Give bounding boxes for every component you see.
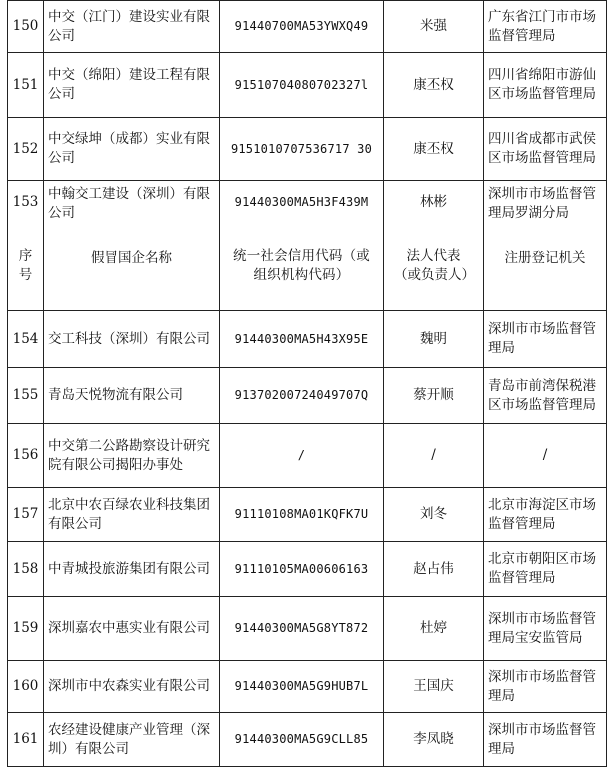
row-legal-rep: 康丕权 [384, 118, 484, 181]
row-registration-authority: 北京市海淀区市场监督管理局 [484, 488, 607, 542]
row-company-name: 中青城投旅游集团有限公司 [44, 542, 220, 597]
table-row [8, 181, 607, 239]
row-legal-rep: 蔡开顺 [384, 368, 484, 424]
row-registration-authority: 广东省江门市市场监督管理局 [484, 1, 607, 53]
row-registration-authority: 深圳市市场监督管理局 [484, 311, 607, 368]
row-registration-authority: 四川省绵阳市游仙区市场监督管理局 [484, 53, 607, 118]
table-row [8, 597, 607, 661]
row-seq: 153 [8, 181, 44, 239]
row-credit-code: 91440300MA5G9CLL85 [220, 713, 384, 767]
row-legal-rep: 李凤晓 [384, 713, 484, 767]
row-legal-rep: 王国庆 [384, 661, 484, 713]
row-seq: 155 [8, 368, 44, 424]
row-legal-rep: 赵占伟 [384, 542, 484, 597]
table-row [8, 118, 607, 181]
row-credit-code: 91440300MA5G8YT872 [220, 597, 384, 661]
header-company-name: 假冒国企名称 [44, 239, 220, 311]
row-registration-authority: 深圳市市场监督管理局 [484, 713, 607, 767]
row-seq: 161 [8, 713, 44, 767]
row-seq: 150 [8, 1, 44, 53]
table-row [8, 713, 607, 767]
table-row [8, 1, 607, 53]
row-credit-code: 91370200724049707Q [220, 368, 384, 424]
row-company-name: 中翰交工建设（深圳）有限公司 [44, 181, 220, 239]
row-registration-authority: / [484, 424, 607, 488]
table-row [8, 661, 607, 713]
row-company-name: 深圳嘉农中惠实业有限公司 [44, 597, 220, 661]
row-company-name: 中交（绵阳）建设工程有限公司 [44, 53, 220, 118]
row-registration-authority: 北京市朝阳区市场监督管理局 [484, 542, 607, 597]
row-registration-authority: 深圳市市场监督管理局宝安监管局 [484, 597, 607, 661]
row-seq: 160 [8, 661, 44, 713]
row-legal-rep: 刘冬 [384, 488, 484, 542]
header-registration-authority: 注册登记机关 [484, 239, 607, 311]
table-row [8, 311, 607, 368]
row-credit-code: 91440300MA5G9HUB7L [220, 661, 384, 713]
row-seq: 156 [8, 424, 44, 488]
row-company-name: 中交绿坤（成都）实业有限公司 [44, 118, 220, 181]
header-legal-rep: 法人代表（或负责人） [384, 239, 484, 311]
row-legal-rep: 康丕权 [384, 53, 484, 118]
row-seq: 157 [8, 488, 44, 542]
row-credit-code: 91440300MA5H43X95E [220, 311, 384, 368]
row-seq: 151 [8, 53, 44, 118]
row-seq: 158 [8, 542, 44, 597]
row-legal-rep: 杜婷 [384, 597, 484, 661]
row-legal-rep: 米强 [384, 1, 484, 53]
table-row [8, 542, 607, 597]
row-legal-rep: 林彬 [384, 181, 484, 239]
row-company-name: 深圳市中农森实业有限公司 [44, 661, 220, 713]
row-credit-code: / [220, 424, 384, 488]
table-row [8, 424, 607, 488]
table-row [8, 53, 607, 118]
table-row [8, 488, 607, 542]
row-company-name: 农经建设健康产业管理（深圳）有限公司 [44, 713, 220, 767]
row-registration-authority: 深圳市市场监督管理局 [484, 661, 607, 713]
row-legal-rep: / [384, 424, 484, 488]
row-registration-authority: 青岛市前湾保税港区市场监督管理局 [484, 368, 607, 424]
row-company-name: 北京中农百绿农业科技集团有限公司 [44, 488, 220, 542]
row-seq: 159 [8, 597, 44, 661]
row-legal-rep: 魏明 [384, 311, 484, 368]
row-credit-code: 91110108MA01KQFK7U [220, 488, 384, 542]
row-credit-code: 91440300MA5H3F439M [220, 181, 384, 239]
counterfeit-soe-table [7, 0, 607, 767]
header-seq: 序号 [8, 239, 44, 311]
row-credit-code: 9151010707536717 30 [220, 118, 384, 181]
row-seq: 154 [8, 311, 44, 368]
row-company-name: 中交第二公路勘察设计研究院有限公司揭阳办事处 [44, 424, 220, 488]
row-credit-code: 91440700MA53YWXQ49 [220, 1, 384, 53]
table-row [8, 368, 607, 424]
row-seq: 152 [8, 118, 44, 181]
table-header-row [8, 239, 607, 311]
header-credit-code: 统一社会信用代码（或组织机构代码） [220, 239, 384, 311]
row-company-name: 交工科技（深圳）有限公司 [44, 311, 220, 368]
row-registration-authority: 四川省成都市武侯区市场监督管理局 [484, 118, 607, 181]
row-credit-code: 91110105MA00606163 [220, 542, 384, 597]
row-company-name: 中交（江门）建设实业有限公司 [44, 1, 220, 53]
row-company-name: 青岛天悦物流有限公司 [44, 368, 220, 424]
row-registration-authority: 深圳市市场监督管理局罗湖分局 [484, 181, 607, 239]
row-credit-code: 91510704080702327l [220, 53, 384, 118]
